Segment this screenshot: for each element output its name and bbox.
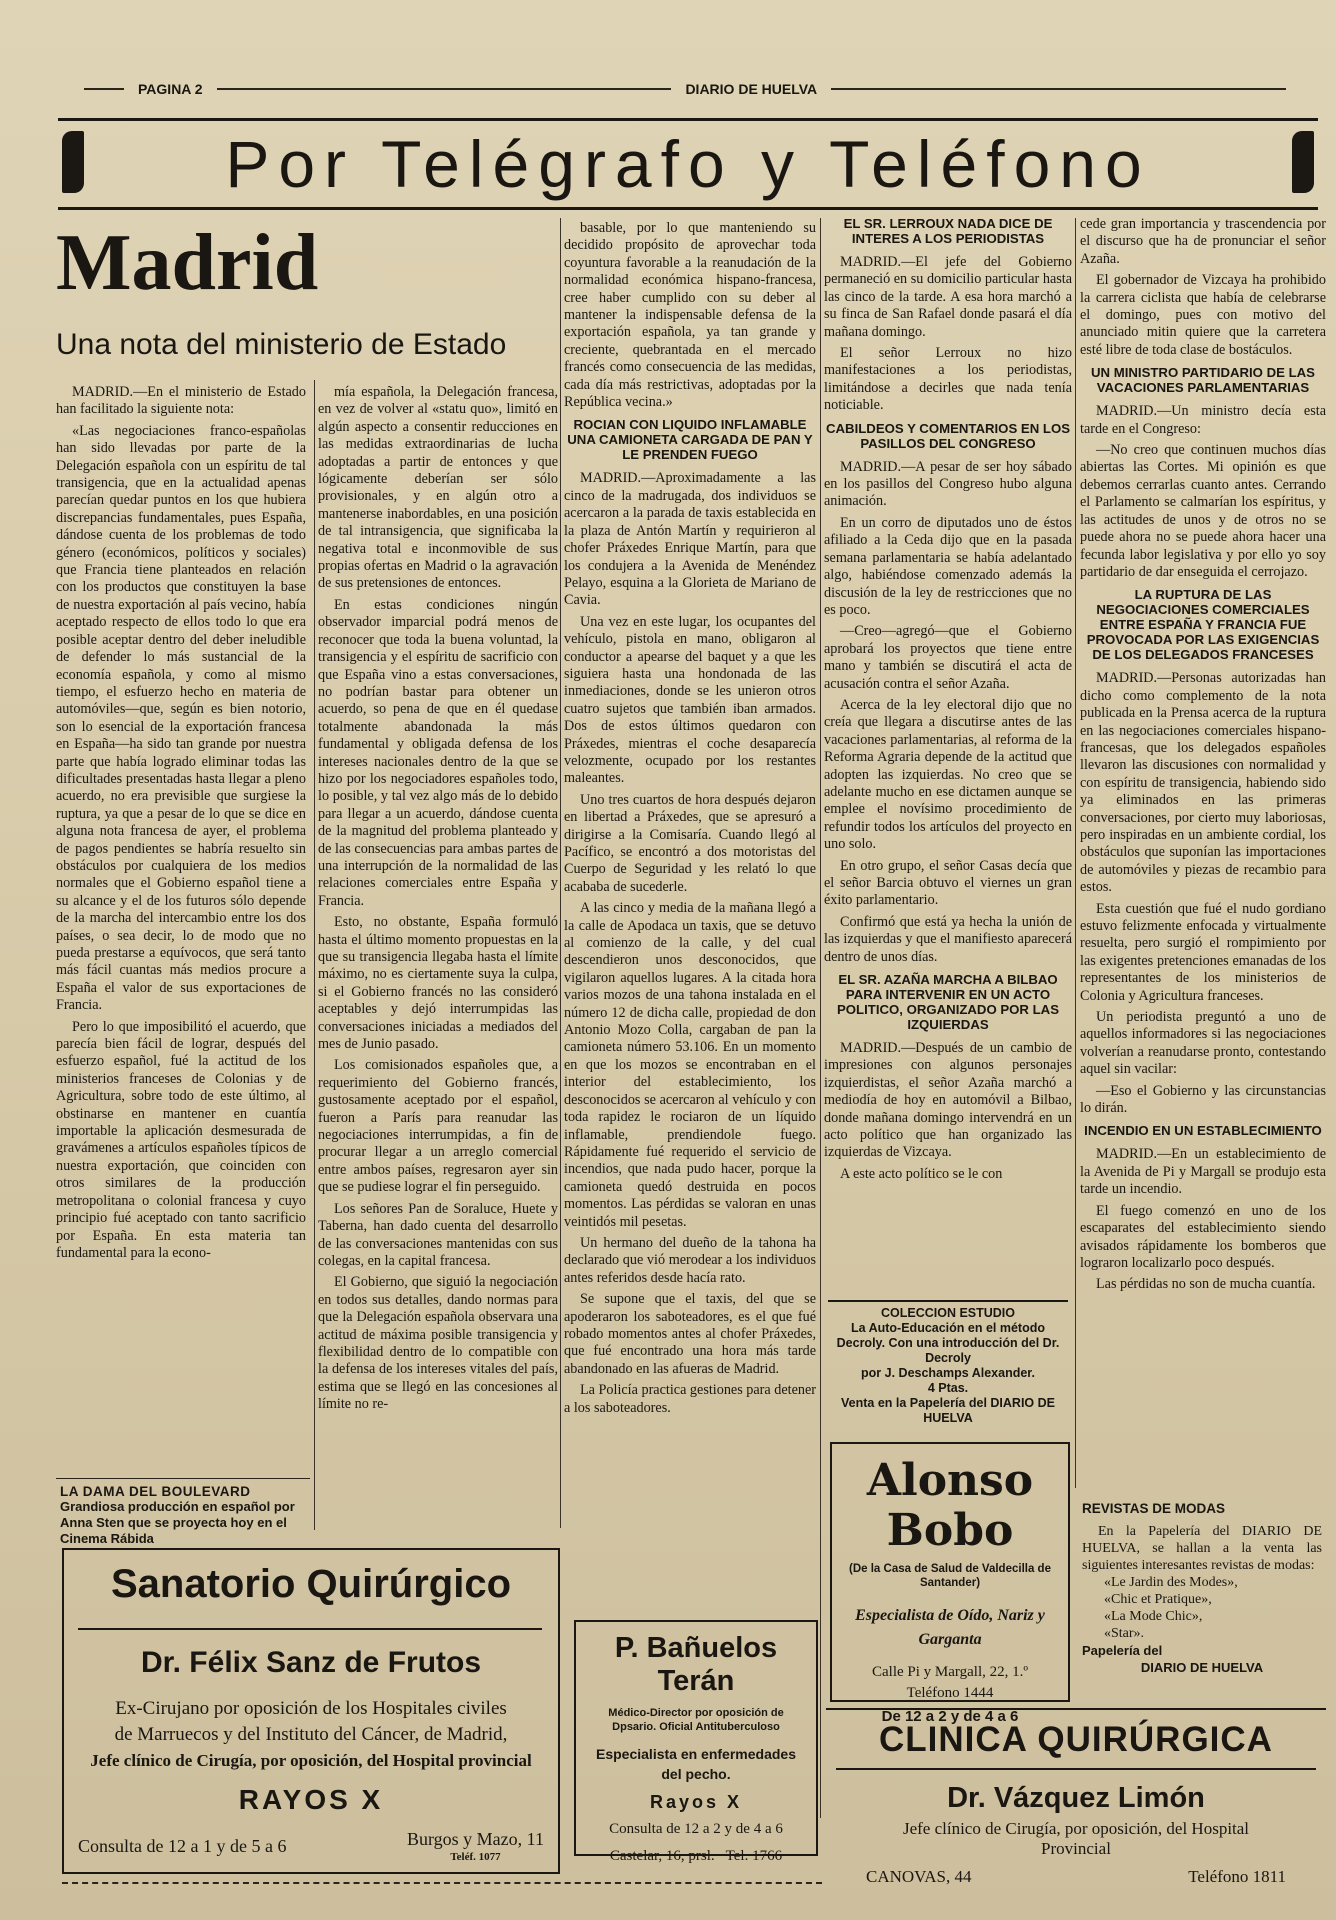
paragraph: MADRID.—En el ministerio de Estado han facilitado la siguiente nota: [56, 384, 306, 418]
address-line [576, 1848, 816, 1865]
magazine-list [1082, 1574, 1322, 1642]
address: Castelar, 16, prsl. [609, 1848, 715, 1864]
paragraph: Se supone que el taxis, del que se apoderaron los saboteadores, es el que fué robado momentos antes al chofer Práxedes, que fué encontrado una hora más tarde abandonado en las afueras de Madrid. [564, 1291, 816, 1377]
paragraph: El gobernador de Vizcaya ha prohibido la carrera ciclista que había de celebrarse el domingo, pues con motivo del anunciado mitin quiere que la carretera esté libre de toda clase de bostáculos. [1080, 272, 1326, 358]
alonso-bobo-ad [830, 1442, 1070, 1725]
paragraph: Esta cuestión que fué el nudo gordiano estuvo felizmente enfocada y virtualmente resuelta, pero surgió el rompimiento por las exigentes pretenciones emanadas de los representantes de los ministerios de Colonia y Agricultura franceses. [1080, 900, 1326, 1004]
paragraph: MADRID.—El jefe del Gobierno permaneció en su domicilio particular hasta las cinco de la tarde. A esa hora marchó a su finca de San Rafael donde pasará el día mañana domingo. [824, 254, 1072, 340]
ad-line: 4 Ptas. [927, 1381, 969, 1395]
paragraph: Esto, no obstante, España formuló hasta el último momento propuestas en la que su transigencia llegaba hasta el límite máximo, no es ciertamente suya la culpa, si el Gobierno francés no las consideró aceptables y dejó interrumpidas las conversaciones iniciadas a mediados del mes de Junio pasado. [318, 914, 558, 1053]
banuelos-ad [574, 1620, 818, 1864]
phone: Teléfono 1444 [906, 1685, 994, 1701]
column-rule [560, 218, 561, 1528]
notice-heading: REVISTAS DE MODAS [1082, 1501, 1226, 1516]
ornament-right [1292, 131, 1314, 193]
header-rule [217, 88, 672, 90]
ad-line: COLECCION ESTUDIO [880, 1306, 1016, 1320]
article-column-3 [564, 220, 816, 1615]
subheading: CABILDEOS Y COMENTARIOS EN LOS PASILLOS DEL CONGRESO [826, 420, 1070, 451]
ad-line: de Marruecos y del Instituto del Cáncer, de Madrid, [114, 1724, 508, 1745]
paragraph: El señor Lerroux no hizo manifestaciones a los periodistas, limitándose a decirles que nada tenía noticiable. [824, 345, 1072, 414]
notice-text: Grandiosa producción en español por Anna Sten que se proyecta hoy en el Cinema Rábida [60, 1499, 295, 1546]
article-column-5 [1080, 216, 1326, 1486]
page-number: PAGINA 2 [138, 81, 203, 97]
ad-line: Especialista en enfermedades del pecho. [596, 1746, 796, 1782]
article-headline: Una nota del ministerio de Estado [56, 328, 507, 361]
city-heading: Madrid [56, 219, 319, 307]
paragraph: El Gobierno, que siguió la negociación en todos sus detalles, dando normas para que la Delegación española observara una actitud de máxima posible transigencia y flexibilidad dentro de lo compatible con la defensa de los intereses vitales del país, estima que se llegó en las concesiones al límite no re- [318, 1274, 558, 1413]
divider [826, 1708, 1326, 1710]
paragraph: Los comisionados españoles que, a requerimiento del Gobierno francés, gustosamente aceptado por el español, fueron a París para reanudar las negociaciones interrumpidas, a fin de procurar llegar a un arreglo comercial entre ambos países, regresaron ayer sin que se pudiese lograr el fin perseguido. [318, 1057, 558, 1196]
paragraph: Uno tres cuartos de hora después dejaron en libertad a Práxedes, que se apresuró a dirigirse a la Comisaría. Cuando llegó al Pacífico, se encontró a dos motoristas del Cuerpo de Seguridad y les relató lo que acababa de sucederle. [564, 791, 816, 895]
address: CANOVAS, 44 [866, 1867, 972, 1886]
divider [828, 1300, 1068, 1302]
divider [56, 1478, 310, 1479]
ad-title: Sanatorio Quirúrgico [110, 1562, 512, 1606]
article-column-1 [56, 384, 306, 1484]
notice-footer: Papelería del [1082, 1643, 1163, 1658]
subheading: EL SR. AZAÑA MARCHA A BILBAO PARA INTERVENIR EN UN ACTO POLITICO, ORGANIZADO POR LAS IZQUIERDAS [837, 972, 1059, 1033]
paragraph: Un periodista preguntó a uno de aquellos informadores si las negociaciones volverían a reanudarse pronto, contestando aquel sin vacilar: [1080, 1009, 1326, 1078]
bottom-rule [62, 1882, 822, 1884]
column-rule [820, 218, 821, 1818]
phone: Tel. 1766 [725, 1848, 783, 1864]
subheading: UN MINISTRO PARTIDARIO DE LAS VACACIONES PARLAMENTARIAS [1091, 365, 1315, 396]
paragraph: MADRID.—Personas autorizadas han dicho como complemento de la nota publicada en la Prensa acerca de la ruptura en las negociaciones comerciales hispano-francesas, que los delegados españoles llevaron las discusiones con normalidad y con espíritu de transigencia, habiendo sido ya eliminados en las primeras conversaciones, por cierto muy laboriosas, pero inspiradas en un ambiente cordial, los obstáculos que suponían las importaciones de automóviles y piezas de recambio para estos. [1080, 670, 1326, 896]
paragraph: En un corro de diputados uno de éstos afiliado a la Ceda dijo que en la pasada semana parlamentaria se había adelantado algo, habiéndose comenzado además la discusión de la ley de restricciones que no es poco. [824, 514, 1072, 618]
section-banner [58, 118, 1318, 210]
divider [836, 1768, 1316, 1770]
divider [78, 1628, 542, 1630]
subheading: ROCIAN CON LIQUIDO INFLAMABLE UNA CAMIONETA CARGADA DE PAN Y LE PRENDEN FUEGO [567, 417, 813, 463]
doctor-name: P. Bañuelos Terán [614, 1632, 778, 1697]
paragraph: MADRID.—A pesar de ser hoy sábado en los pasillos del Congreso hubo alguna animación. [824, 458, 1072, 510]
paragraph: —Eso el Gobierno y las circunstancias lo dirán. [1080, 1082, 1326, 1117]
column-rule [314, 380, 315, 1530]
page-header [70, 80, 1300, 98]
subheading: INCENDIO EN UN ESTABLECIMIENTO [1084, 1123, 1322, 1139]
ad-line: Médico-Director por oposición de Dpsario. Oficial Antituberculoso [608, 1707, 784, 1733]
ad-line: Jefe clínico de Cirugía, por oposición, del Hospital provincial [90, 1751, 532, 1770]
xray-label: RAYOS X [238, 1784, 384, 1815]
paragraph: Acerca de la ley electoral dijo que no creía que llegara a discutirse antes de las vacaciones parlamentarias, al reforma de la Reforma Agraria depende de la actitud que adopten las izquierdas. No creo que se adelante mucho en ese dictamen aunque se emplee el novísimo procedimiento de refundir todos los artículos del proyecto en uno solo. [824, 696, 1072, 853]
doctor-name: Alonso Bobo [866, 1455, 1034, 1556]
specialty: Especialista de Oído, Nariz y Garganta [855, 1607, 1045, 1648]
paragraph: cede gran importancia y trascendencia por el discurso que ha de pronunciar el señor Azaña. [1080, 216, 1326, 267]
subheading: LA RUPTURA DE LAS NEGOCIACIONES COMERCIALES ENTRE ESPAÑA Y FRANCIA FUE PROVOCADA POR LAS EXIGENCIAS DE LOS DELEGADOS FRANCESES [1086, 587, 1320, 663]
header-rule [84, 88, 124, 90]
paper-name: DIARIO DE HUELVA [685, 81, 818, 97]
paragraph: —Creo—agregó—que el Gobierno aprobará los proyectos que tiene entre mano y también se discutirá el acta de acusación contra el señor Azaña. [824, 623, 1072, 692]
paragraph: En otro grupo, el señor Casas decía que el señor Barcia obtuvo el viernes un gran éxito parlamentario. [824, 857, 1072, 909]
header-rule [831, 88, 1286, 90]
xray-label: Rayos X [649, 1792, 743, 1812]
article-column-2 [318, 384, 558, 1534]
book-ad [828, 1300, 1068, 1426]
ad-line: Venta en la Papelería del DIARIO DE HUELVA [841, 1396, 1055, 1425]
paragraph: La Policía practica gestiones para detener a los saboteadores. [564, 1382, 816, 1416]
consult-hours: Consulta de 12 a 2 y de 4 a 6 [609, 1821, 783, 1837]
consult-hours: De 12 a 2 y de 4 a 6 [881, 1708, 1019, 1725]
ad-line: La Auto-Educación en el método Decroly. Con una introducción del Dr. Decroly [836, 1321, 1060, 1365]
paragraph: Un hermano del dueño de la tahona ha declarado que vió merodear a los individuos antes referidos desde hacía rato. [564, 1234, 816, 1286]
list-item: «La Mode Chic», [1104, 1609, 1203, 1624]
paragraph: En estas condiciones ningún observador imparcial podrá menos de reconocer que toda la buena voluntad, la transigencia y el espíritu de sacrificio con que España vino a estas conversaciones, no podrían bastar para obtener un acuerdo, so pena de que en él quedase totalmente abandonada la más fundamental y obligada defensa de los intereses nacionales dentro de la que se hizo por los negociadores españoles todo, lo posible, y tal vez algo más de lo debido para llegar a un acuerdo, dándose cuenta de la magnitud del problema planteado y de las consecuencias para ambas partes de una interrupción de la normalidad de las relaciones comerciales entre España y Francia. [318, 596, 558, 909]
list-item: «Le Jardin des Modes», [1104, 1575, 1238, 1590]
column-rule [1075, 218, 1076, 1488]
banner-title: Por Telégrafo y Teléfono [225, 127, 1151, 201]
notice-footer: DIARIO DE HUELVA [1140, 1660, 1264, 1675]
notice-heading: LA DAMA DEL BOULEVARD [60, 1484, 251, 1499]
consult-hours: Consulta de 12 a 1 y de 5 a 6 [78, 1836, 287, 1856]
cinema-notice [60, 1484, 310, 1547]
paragraph: MADRID.—Después de un cambio de impresiones con algunos personajes izquierdistas, el señor Azaña marchó a mediodía de hoy en automóvil a Bilbao, donde mañana domingo intervendrá en un acto político que han organizado las izquierdas de Vizcaya. [824, 1040, 1072, 1161]
ad-text [64, 1696, 558, 1774]
address: Burgos y Mazo, 11 [407, 1829, 544, 1849]
address: Calle Pi y Margall, 22, 1.º [871, 1664, 1029, 1680]
paragraph: A este acto político se le con [840, 1165, 1003, 1182]
paragraph: basable, por lo que manteniendo su decidido propósito de aprovechar toda coyuntura favorable a la reanudación de la normalidad económica hispano-francesa, cree haber cumplido con su deber al mantener la indispensable defensa de la exportación española, ya tan grande y creciente, quebrantada en el mercado francés como consecuencia de las medidas, cada día más restrictivas, adoptadas por la República vecina.» [564, 220, 816, 411]
ornament-left [62, 131, 84, 193]
ad-line: (De la Casa de Salud de Valdecilla de Santander) [849, 1563, 1051, 1589]
article-column-4 [824, 216, 1072, 1296]
sanatorio-ad [62, 1548, 560, 1874]
doctor-name: Dr. Vázquez Limón [947, 1782, 1205, 1814]
clinica-ad [826, 1708, 1326, 1888]
paragraph: —No creo que continuen muchos días abiertas las Cortes. Mi opinión es que debemos cerrarlas cuanto antes. Cerrando el Parlamento se calmarían los espíritus, y las actitudes de unos y de otros no se puede ahora no se puede ahora hacer una fecunda labor legislativa y por ello yo soy partidario de dar enseguida el cerrojazo. [1080, 442, 1326, 580]
ad-line: Ex-Cirujano por oposición de los Hospitales civiles [115, 1698, 507, 1719]
paragraph: A las cinco y media de la mañana llegó a la calle de Apodaca un taxis, que se detuvo al comienzo de la calle, y del cual descendieron unos desconocidos, que vigilaron aquellos lugares. A la citada hora varios mozos de una tahona instalada en el número 12 de dicha calle, propiedad de don Antonio Mozo Colla, cargaban de pan la camioneta número 53.106. En un momento en que los mozos se encontraban en el interior del establecimiento, los desconocidos se acercaron al vehículo y con toda rapidez le rociaron de un líquido inflamable, prendiendole fuego. Rápidamente fué requerido el servicio de incendios, que nada pudo hacer, porque la camioneta quedó destruida en pocos momentos. Las pérdidas se valoran en unas veintidós mil pesetas. [564, 900, 816, 1230]
doctor-name: Dr. Félix Sanz de Frutos [140, 1646, 482, 1679]
fashion-magazines-notice [1082, 1500, 1322, 1676]
paragraph: MADRID.—Aproximadamente a las cinco de la madrugada, dos individuos se acercaron a la parada de taxis establecida en la plaza de Antón Martín y requirieron al chofer Práxedes Enrique Martín, para que los condujera a la Avenida de Menéndez Pelayo, esquina a la Glorieta de Mariano de Cavia. [564, 470, 816, 609]
address-block [407, 1830, 544, 1866]
paragraph: Los señores Pan de Soraluce, Huete y Taberna, han dado cuenta del desarrollo de las conversaciones mantenidas con sus colegas, en la capital francesa. [318, 1200, 558, 1269]
ad-title: CLINICA QUIRÚRGICA [879, 1720, 1273, 1759]
paragraph: «Las negociaciones franco-españolas han sido llevadas por parte de la Delegación española con un espíritu de tal transigencia, que en la actualidad apenas parecían quedar puntos en los que hubiera discrepancias fundamentales, pues España, dándose cuenta de los problemas de todo género (económicos, políticos y sociales) que Francia tiene planteados en relación con los productos que constituyen la base de nuestra exportación al país vecino, había aceptado respecto de ellos todo lo que era posible aceptar dentro del deber ineludible de defender lo más sustancial de la economía española, y como al mismo tiempo, el esfuerzo hecho en materia de automóviles—que, según es bien notorio, son lo esencial de la exportación francesa en España—ha sido tan grande por nuestra parte que había logrado eliminar todas las dificultades presentadas hasta llegar a pleno acuerdo, no era previsible que surgiese la ruptura, ya que a pesar de lo que se dice en alguna nota francesa de ayer, el problema de pagos pendientes se habría resuelto sin obstáculos por cualquiera de los medios normales que el Gobierno español tiene a su alcance y el de los futuros sólo depende de la marcha del intercambio entre los dos países, o sea decir, lo de modo que no pueda prestarse a equívocos, que será tanto más fácil cuantas más medios procure a España el valor de sus exportaciones de Francia. [56, 422, 306, 1014]
paragraph: mía española, la Delegación francesa, en vez de volver al «statu quo», limitó en algún aspecto a consentir reducciones en las medidas extraordinarias de lucha adoptadas a partir de entonces y que lógicamente deberían ser sólo provisionales, y en algún otro a mantenerse inabordables, en una posición de tal intransigencia, que significaba la negativa total e inconmovible de sus propias ofertas en Madrid o la agravación de sus pretensiones de entonces. [318, 384, 558, 592]
list-item: «Chic et Pratique», [1104, 1592, 1212, 1607]
paragraph: MADRID.—Un ministro decía esta tarde en el Congreso: [1080, 403, 1326, 437]
ad-line: Provincial [1041, 1839, 1111, 1858]
ad-line: por J. Deschamps Alexander. [861, 1366, 1035, 1380]
paragraph: El fuego comenzó en uno de los escaparates del establecimiento siendo avisados rápidamente los bomberos que lograron localizarlo poco después. [1080, 1202, 1326, 1271]
address-line [826, 1867, 1326, 1891]
list-item: «Star». [1104, 1626, 1145, 1641]
paragraph: Las pérdidas no son de mucha cuantía. [1096, 1276, 1316, 1293]
notice-text: En la Papelería del DIARIO DE HUELVA, se hallan a la venta las siguientes interesantes revistas de modas: [1082, 1524, 1322, 1573]
paragraph: Confirmó que está ya hecha la unión de las izquierdas y que el manifiesto aparecerá dentro de unos días. [824, 913, 1072, 965]
subheading: EL SR. LERROUX NADA DICE DE INTERES A LOS PERIODISTAS [843, 216, 1053, 246]
phone: Teléf. 1077 [450, 1851, 501, 1863]
ad-line: Jefe clínico de Cirugía, por oposición, del Hospital [902, 1819, 1250, 1838]
paragraph: MADRID.—En un establecimiento de la Avenida de Pi y Margall se produjo esta tarde un incendio. [1080, 1146, 1326, 1198]
phone: Teléfono 1811 [1188, 1867, 1286, 1886]
paragraph: Una vez en este lugar, los ocupantes del vehículo, pistola en mano, obligaron al conductor a apearse del baquet y a que les siguiera hasta una hondonada de las inmediaciones, donde se les unieron otros cuatro sujetos que también iban armados. Dos de estos últimos quedaron con Práxedes, mientras el coche desaparecía velozmente, ocupado por los restantes maleantes. [564, 613, 816, 787]
paragraph: Pero lo que imposibilitó el acuerdo, que parecía bien fácil de lograr, después del esfuerzo español, fué la actitud de los ministerios franceses de Colonias y de Agricultura, sobre todo de este último, al obstinarse en mantener en cuantía importable la aplicación desmesurada de gravámenes a artículos españoles típicos de nuestra exportación, que coinciden con otros similares de la producción metropolitana o colonial francesa y cuyo principio fué aceptado con tanto sacrificio por España. En esta materia tan fundamental para la econo- [56, 1018, 306, 1261]
